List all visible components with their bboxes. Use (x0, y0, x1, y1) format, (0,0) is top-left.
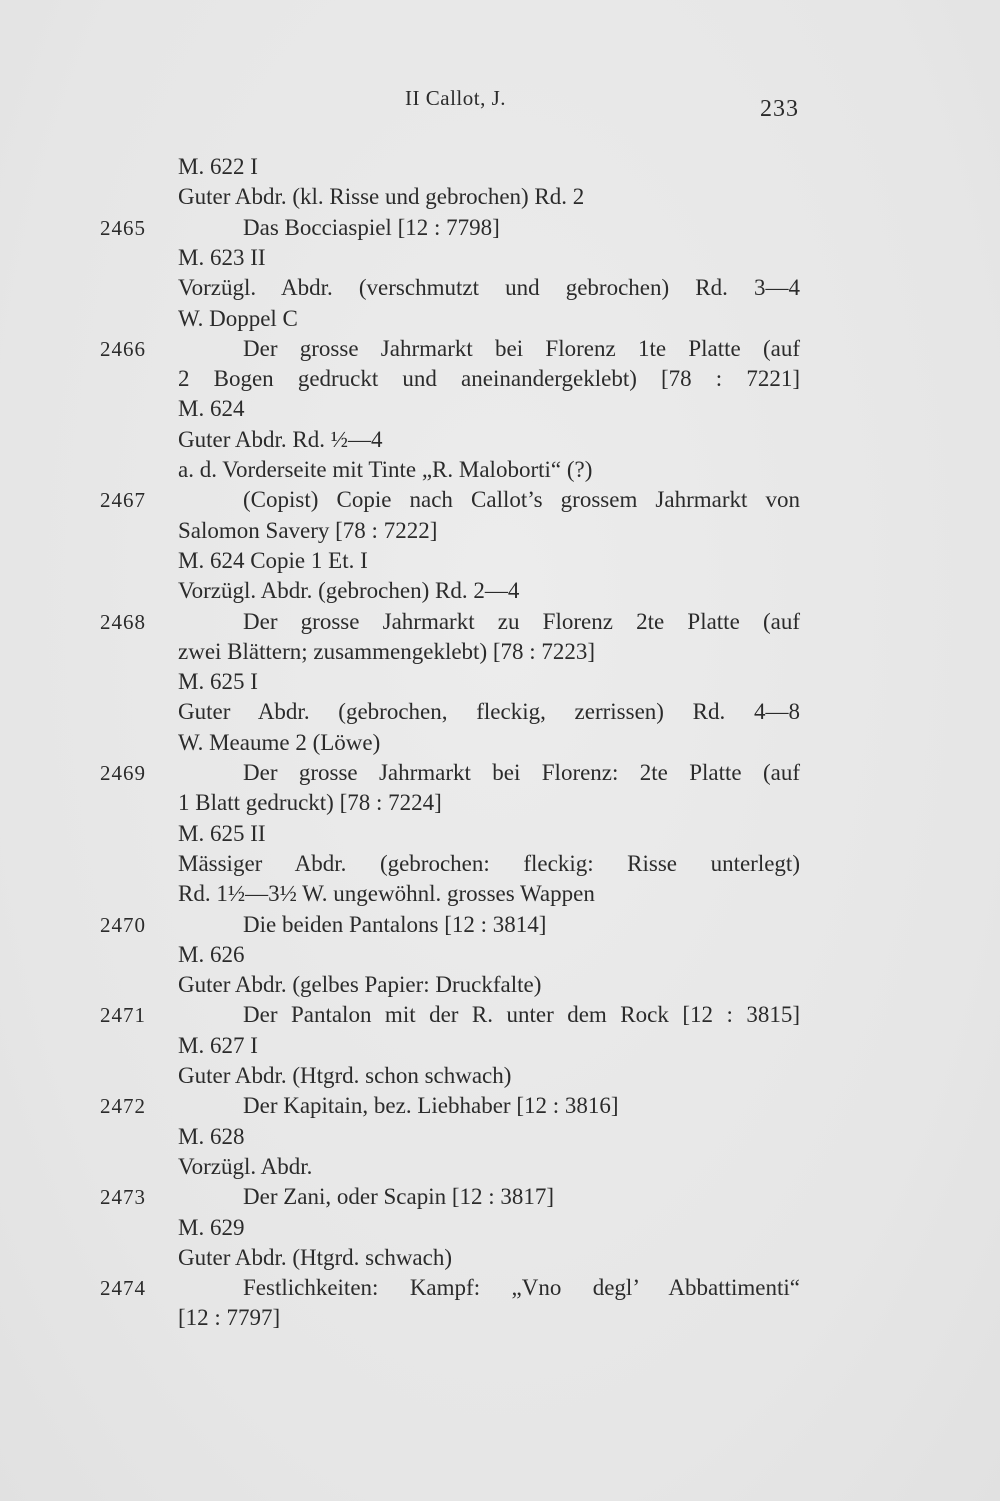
catalog-line (0, 1061, 1000, 1091)
catalog-line (0, 546, 1000, 576)
running-title: II Callot, J. (405, 86, 506, 110)
catalog-line (0, 728, 1000, 758)
catalog-line (0, 304, 1000, 334)
catalog-line (0, 273, 1000, 303)
entry-text: Vorzügl. Abdr. (gebrochen) Rd. 2—4 (178, 578, 520, 604)
entry-text: M. 628 (178, 1123, 245, 1149)
entry-text: M. 626 (178, 941, 245, 967)
catalog-line (0, 213, 1000, 243)
entry-number: 2470 (100, 912, 146, 937)
page-number: 233 (760, 96, 799, 122)
catalog-line (0, 788, 1000, 818)
catalog-line (0, 637, 1000, 667)
catalog-line (0, 940, 1000, 970)
entry-text: [12 : 7797] (178, 1305, 281, 1331)
catalog-line (0, 485, 1000, 515)
entry-text: Mässiger Abdr. (gebrochen: fleckig: Risse unterlegt) (178, 850, 800, 876)
entry-text: Vorzügl. Abdr. (178, 1153, 313, 1179)
entry-text: Guter Abdr. (Htgrd. schon schwach) (178, 1063, 512, 1088)
entry-text: Guter Abdr. (gelbes Papier: Druckfalte) (178, 972, 542, 998)
entry-number: 2465 (100, 215, 146, 240)
catalog-line (0, 1182, 1000, 1212)
entry-text: M. 627 I (178, 1032, 258, 1058)
catalog-line (0, 1000, 1000, 1030)
catalog-line (0, 152, 1000, 182)
catalog-line (0, 364, 1000, 394)
page-header (0, 82, 1000, 122)
entry-text: Das Bocciaspiel [12 : 7798] (243, 214, 500, 240)
entry-text: Der Zani, oder Scapin [12 : 3817] (243, 1184, 555, 1210)
entry-number: 2472 (100, 1094, 146, 1119)
entry-number: 2466 (100, 336, 146, 361)
entry-text: Der Pantalon mit der R. unter dem Rock [12 : 3815] (243, 1002, 800, 1028)
catalog-line (0, 849, 1000, 879)
catalog-line (0, 576, 1000, 606)
entry-number: 2474 (100, 1276, 146, 1301)
entry-text: M. 625 I (178, 669, 258, 695)
catalog-line (0, 243, 1000, 273)
entry-text: Der Kapitain, bez. Liebhaber [12 : 3816] (243, 1093, 619, 1119)
catalog-line (0, 334, 1000, 364)
entry-text: Salomon Savery [78 : 7222] (178, 517, 438, 543)
catalog-line (0, 970, 1000, 1000)
catalog-line (0, 455, 1000, 485)
entry-number: 2468 (100, 609, 146, 634)
catalog-line (0, 607, 1000, 637)
catalog-line (0, 1213, 1000, 1243)
entry-text: M. 622 I (178, 154, 258, 179)
catalog-line (0, 697, 1000, 727)
catalog-line (0, 182, 1000, 212)
entry-text: Der grosse Jahrmarkt bei Florenz 1te Platte (auf (243, 335, 800, 361)
entry-text: Guter Abdr. Rd. ½—4 (178, 426, 383, 452)
catalog-line (0, 394, 1000, 424)
entry-number: 2473 (100, 1185, 146, 1210)
entry-text: M. 623 II (178, 244, 266, 270)
entry-text: M. 625 II (178, 820, 266, 846)
entry-text: Rd. 1½—3½ W. ungewöhnl. grosses Wappen (178, 881, 595, 907)
entry-text: Guter Abdr. (kl. Risse und gebrochen) Rd. 2 (178, 184, 585, 210)
entry-text: 1 Blatt gedruckt) [78 : 7224] (178, 790, 442, 816)
catalog-line (0, 667, 1000, 697)
catalog-line (0, 1273, 1000, 1303)
catalog-line (0, 1303, 1000, 1333)
catalog-line (0, 1091, 1000, 1121)
catalog-line (0, 516, 1000, 546)
catalog-line (0, 1243, 1000, 1273)
entry-text: a. d. Vorderseite mit Tinte „R. Maloborti“ (?) (178, 457, 593, 482)
catalog-line (0, 1031, 1000, 1061)
entry-number: 2467 (100, 488, 146, 513)
catalog-line (0, 758, 1000, 788)
catalog-line (0, 425, 1000, 455)
entry-text: Guter Abdr. (Htgrd. schwach) (178, 1244, 453, 1270)
catalog-line (0, 1122, 1000, 1152)
entry-text: Festlichkeiten: Kampf: „Vno degl’ Abbattimenti“ (243, 1275, 800, 1301)
catalog-line (0, 1152, 1000, 1182)
entry-text: Vorzügl. Abdr. (verschmutzt und gebrochen) Rd. 3—4 (178, 275, 800, 301)
entry-text: M. 624 (178, 396, 245, 422)
entry-text: zwei Blättern; zusammengeklebt) [78 : 7223] (178, 638, 596, 664)
entry-text: Der grosse Jahrmarkt bei Florenz: 2te Platte (auf (243, 760, 800, 785)
entry-text: 2 Bogen gedruckt und aneinandergeklebt) [78 : 7221] (178, 366, 800, 392)
entry-text: Die beiden Pantalons [12 : 3814] (243, 911, 547, 937)
entry-number: 2469 (100, 761, 146, 785)
entry-text: W. Doppel C (178, 305, 298, 331)
catalog-line (0, 819, 1000, 849)
entry-text: Guter Abdr. (gebrochen, fleckig, zerrissen) Rd. 4—8 (178, 699, 800, 725)
entry-text: W. Meaume 2 (Löwe) (178, 729, 381, 755)
entry-text: Der grosse Jahrmarkt zu Florenz 2te Platte (auf (243, 608, 800, 634)
entry-text: (Copist) Copie nach Callot’s grossem Jahrmarkt von (243, 487, 800, 513)
entry-text: M. 624 Copie 1 Et. I (178, 547, 368, 573)
entry-number: 2471 (100, 1003, 146, 1028)
entry-text: M. 629 (178, 1214, 245, 1240)
catalog-line (0, 879, 1000, 909)
catalog-line (0, 910, 1000, 940)
